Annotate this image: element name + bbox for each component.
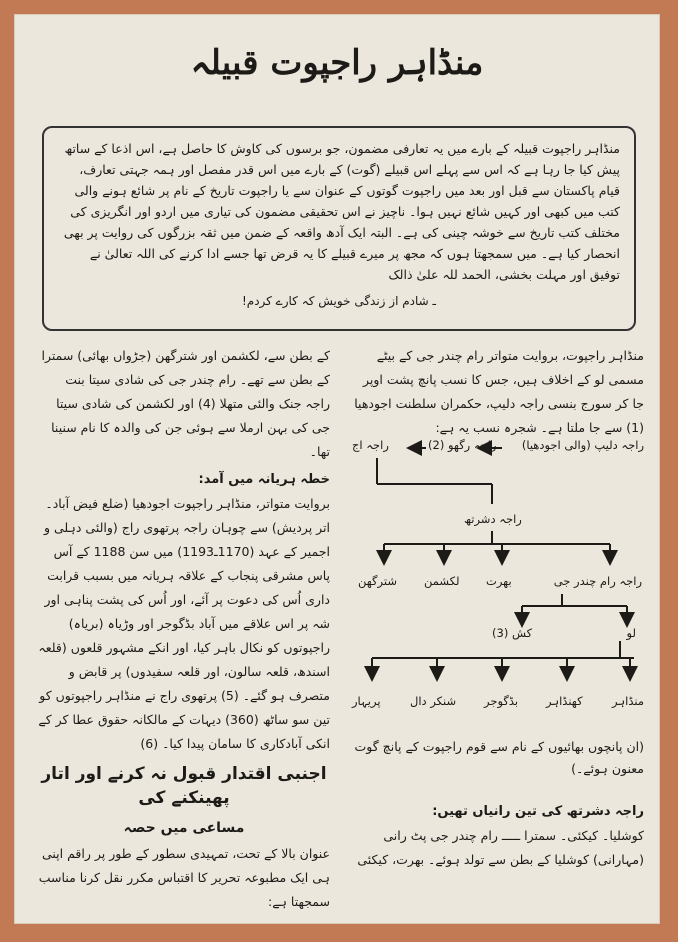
family-tree bbox=[352, 426, 644, 731]
section-heading-haryana: خطہ ہریانہ میں آمد: bbox=[198, 472, 330, 487]
document-page bbox=[14, 14, 660, 924]
lineage-paragraph: منڈاہر راجپوت، بروایت متواتر رام چندر جی کے بیٹے مسمی لو کے اخلاف ہیں، جس کا نسب پانچ پشت اوپر جا کر سورج بنسی راجہ دلیپ، حکمران سلطنت اجودھیا (1) سے جا ملتا ہے۔ شجرہ نسب یہ ہے: bbox=[354, 348, 644, 435]
intro-text: منڈاہر راجپوت قبیلہ کے بارے میں یہ تعارفی مضمون، جو برسوں کی کاوش کا حاصل ہے، اس اذعا کے ساتھ پیش کیا جا رہا ہے کہ اس سے پہلے اس قبیلے (گوت) کے بارے میں اس قدر مفصل اور ہمہ جہتی تعارف، قیام پاکستان سے قبل اور بعد میں راجپوت گوتوں کے عنوان سے یا راجپوت تاریخ کے نام پر شائع ہونے والی کتب میں کبھی اور کہیں شائع نہیں ہوا۔ ناچیز نے اس تحقیقی مضمون کی تیاری میں اردو اور انگریزی کی مختلف کتب تاریخ سے خوشہ چینی کی ہے۔ البتہ ایک آدھ واقعہ کے ضمن میں ثقہ بزرگوں کی روایت پر بھی انحصار کیا ہے۔ میں سمجھتا ہوں کہ مجھ پر میرے قبیلے کا یہ قرض تھا جسے ادا کرنے کی اللہ تعالیٰ نے توفیق اور مہلت بخشی، الحمد للہ علیٰ ذالک bbox=[63, 141, 620, 282]
leaf-parihar: پریہار bbox=[352, 694, 381, 708]
section-subheading-efforts: مساعی میں حصہ bbox=[123, 820, 245, 836]
queens-text: کوشلیا۔ کیکئی۔ سمترا ـــــ رام چندر جی پٹ رانی (مہارانی) کوشلیا کے بطن سے تولد ہوئے۔ بھرت، کیکئی bbox=[357, 828, 644, 867]
node-bharat: بھرت bbox=[486, 574, 512, 588]
section-heading-resistance: اجنبی اقتدار قبول نہ کرنے اور اتار پھینکنے کی bbox=[41, 764, 327, 808]
node-lakshman: لکشمن bbox=[424, 574, 460, 588]
tree-caption: (ان پانچوں بھائیوں کے نام سے قوم راجپوت کے پانچ گوت معنون ہوئے۔) bbox=[354, 739, 644, 776]
queens-section bbox=[352, 800, 644, 872]
node-lav: لو bbox=[626, 626, 636, 640]
left-paragraph-2: بروایت متواتر، منڈاہر راجپوت اجودھیا (ضلع فیض آباد۔ اتر پردیش) سے چوہان راجہ پرتھوی راج (والئی دہلی و اجمیر کے عہد (1170ـ1193) میں سن 1188 کے آس پاس مشرقی پنجاب کے علاقہ ہریانہ میں بسبب قرابت داری اُس کی دعوت پر آئے، اور اُس کی پشت پناہی اور شہ پر اس علاقے میں آباد بڈگوجر اور وڑیاہ (بریاہ) راجپوتوں کو نکال باہر کیا، اور انکے مشہور قلعوں (قلعہ اسندھ، قلعہ سالون، اور قلعہ سفیدوں) پر قابض و متصرف ہو گئے۔ (5) پرتھوی راج نے منڈاہر راجپوتوں کو تین سو ساٹھ (360) دیہات کے مالکانہ حقوق عطا کر کے انکی آبادکاری کا سامان پیدا کیا۔ (6) bbox=[38, 496, 330, 751]
node-ram: راجہ رام چندر جی bbox=[553, 574, 642, 588]
node-dilip: راجہ دلیپ (والی اجودھیا) bbox=[521, 438, 644, 452]
left-paragraph-3: عنوان بالا کے تحت، تمہیدی سطور کے طور پر راقم اپنی ہی ایک مطبوعہ تحریر کا اقتباس مکرر نقل کرنا مناسب سمجھتا ہے: bbox=[38, 846, 330, 909]
node-kush: کش (3) bbox=[492, 626, 533, 640]
leaf-mandahar: منڈاہر bbox=[612, 694, 644, 708]
queens-heading: راجہ دشرتھ کی تین رانیاں تھیں: bbox=[432, 804, 644, 819]
intro-box bbox=[42, 126, 636, 331]
node-aj: راجہ اج bbox=[352, 438, 389, 452]
node-shatrughan: شترگھن bbox=[358, 574, 397, 588]
node-dashrath: راجہ دشرتھ bbox=[464, 512, 522, 526]
left-column bbox=[38, 344, 330, 914]
page-title: منڈاہر راجپوت قبیلہ bbox=[190, 43, 484, 83]
left-paragraph-1: کے بطن سے، لکشمن اور شترگھن (جڑواں بھائی) سمترا کے بطن سے تھے۔ رام چندر جی کی شادی سیتا بنت راجہ جنک والئی متھلا (4) اور لکشمن کی شادی سیتا جی کی بہن ارملا سے ہوئی جن کی والدہ کا نام سنینا تھا۔ bbox=[41, 348, 330, 459]
leaf-badgujar: بڈگوجر bbox=[484, 694, 519, 708]
leaf-khandahar: کھنڈاہر bbox=[546, 694, 583, 708]
node-raghu: راجہ رگھو (2) bbox=[428, 438, 497, 452]
intro-signature: ـ شادم از زندگی خویش کہ کارے کردم! bbox=[241, 294, 437, 308]
leaf-shankar-dal: شنکر دال bbox=[410, 694, 457, 708]
